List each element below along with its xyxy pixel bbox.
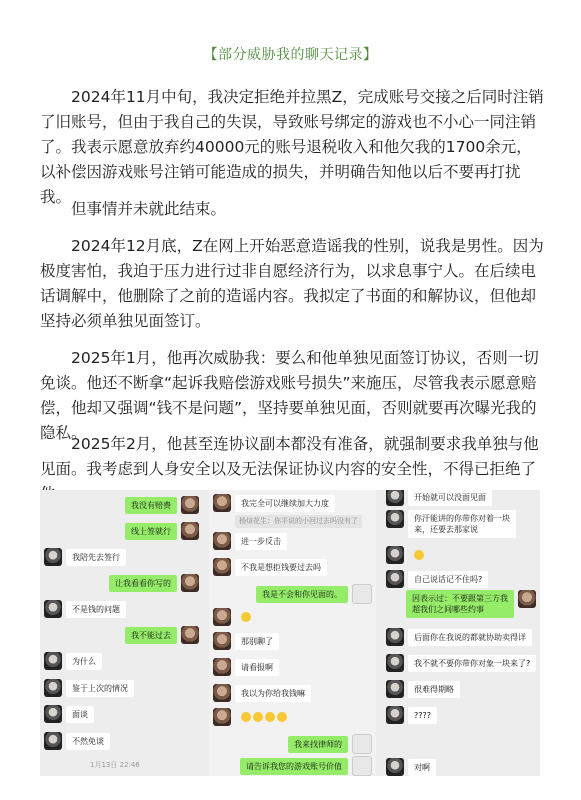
- avatar: [44, 679, 62, 697]
- message-text: 线上签就行: [125, 523, 177, 540]
- message-text: 我是不会和你见面的。: [256, 586, 348, 603]
- chat-message: [213, 632, 279, 650]
- paragraph-5: 2025年2月，他甚至连协议副本都没有准备，就强制要求我单独与他见面。我考虑到人身安全以及无法保证协议内容的安全性，不得已拒绝了: [40, 435, 539, 478]
- avatar: [518, 590, 536, 608]
- avatar: [44, 548, 62, 566]
- message-text: 不是钱的问题: [66, 601, 126, 618]
- message-text: 我不能过去: [125, 627, 177, 644]
- message-text: 我完全可以继续加大力度: [235, 495, 335, 512]
- avatar: [44, 705, 62, 723]
- avatar: [213, 658, 231, 676]
- chat-message: [406, 590, 536, 618]
- page-title: 【部分威胁我的聊天记录】: [203, 47, 378, 63]
- message-text: 后面你在我说的都就协助卖得详: [408, 629, 532, 646]
- chat-message: [44, 548, 126, 566]
- message-text: 我来找律师的: [288, 736, 348, 753]
- chat-message: [109, 574, 199, 592]
- message-text: 请告诉我您的游戏账号价值: [240, 758, 348, 775]
- chat-message: [44, 652, 102, 670]
- chat-message: [386, 570, 488, 588]
- paragraph-1: 2024年11月中旬，我决定拒绝并拉黑Z，完成账号交接之后同时注销了旧账号，但由于我自己的失误，导致账号绑定的游戏也不小心一同注销了。我表示愿意放弃约40000元的账号退税收入和他欠我的1700余元，以补偿因游戏账号注销可能造成的损失，并明确告知他以后不要再打扰我。: [40, 88, 544, 206]
- avatar: [352, 756, 372, 776]
- chat-message: [240, 756, 372, 776]
- chat-message: [44, 679, 134, 697]
- message-text: ????: [408, 707, 437, 724]
- chat-message: [386, 654, 536, 672]
- chat-message: [386, 628, 532, 646]
- message-text: 对啊: [408, 759, 436, 776]
- avatar: [213, 558, 231, 576]
- chat-message: [125, 496, 199, 514]
- message-text: 不我是想拒钱要过去吗: [235, 559, 327, 576]
- message-text: 因表示过：不要跟第三方我超我们之间哪些约事: [406, 590, 514, 618]
- smile-emoji-icon: [265, 712, 275, 722]
- smile-emoji-icon: [414, 550, 424, 560]
- avatar: [181, 522, 199, 540]
- avatar: [181, 574, 199, 592]
- chat-screenshot-2: [209, 490, 376, 776]
- avatar: [44, 652, 62, 670]
- chat-message: [44, 705, 94, 723]
- avatar: [386, 570, 404, 588]
- message-text: 我不就不要你带你对象一块来了?: [408, 655, 536, 672]
- chat-message: [213, 608, 259, 626]
- emoji-bubble: [408, 547, 432, 564]
- chat-message: [386, 510, 516, 538]
- message-text: 让我看看你写的: [109, 575, 177, 592]
- message-text: 那别聊了: [235, 633, 279, 650]
- message-text: 开始就可以没面见面: [408, 490, 492, 506]
- smile-emoji-icon: [277, 712, 287, 722]
- avatar: [386, 546, 404, 564]
- avatar: [386, 510, 404, 528]
- chat-screenshots: [40, 490, 540, 776]
- avatar: [181, 626, 199, 644]
- chat-screenshot-3: [382, 490, 540, 776]
- chat-message: [125, 522, 199, 540]
- chat-message: [213, 708, 295, 726]
- chat-message: [386, 680, 460, 698]
- message-text: 面谈: [66, 706, 94, 723]
- avatar: [213, 494, 231, 512]
- chat-message: [386, 758, 436, 776]
- message-text: 自己说话记不住吗?: [408, 571, 488, 588]
- chat-message: [386, 706, 437, 724]
- chat-message: [213, 658, 279, 676]
- avatar: [44, 732, 62, 750]
- quoted-message: 杨煊花生：你平说的小回过去吗没有了: [235, 515, 362, 528]
- emoji-bubble: [235, 709, 295, 726]
- avatar: [386, 628, 404, 646]
- message-text: 鉴于上次的情况: [66, 680, 134, 697]
- chat-message: [213, 558, 327, 576]
- avatar: [386, 680, 404, 698]
- avatar: [352, 584, 372, 604]
- chat-message: [125, 626, 199, 644]
- message-text: 请看报啊: [235, 659, 279, 676]
- chat-message: [213, 532, 287, 550]
- avatar: [213, 608, 231, 626]
- chat-message: [213, 494, 335, 512]
- chat-message: [213, 684, 311, 702]
- message-text: 为什么: [66, 653, 102, 670]
- avatar: [213, 532, 231, 550]
- message-text: 你汗能讲的你带你对着一块来，还要去那家说: [408, 510, 516, 538]
- chat-message: [288, 734, 372, 754]
- smile-emoji-icon: [253, 712, 263, 722]
- chat-message: [386, 490, 492, 506]
- avatar: [213, 708, 231, 726]
- message-text: 不然免谈: [66, 733, 110, 750]
- chat-message: [44, 600, 126, 618]
- avatar: [386, 490, 404, 506]
- avatar: [386, 706, 404, 724]
- chat-message: [44, 732, 110, 750]
- avatar: [44, 600, 62, 618]
- smile-emoji-icon: [241, 712, 251, 722]
- smile-emoji-icon: [241, 612, 251, 622]
- message-text: 我没有赔费: [125, 497, 177, 514]
- chat-message: [386, 546, 432, 564]
- message-text: 很难得期略: [408, 681, 460, 698]
- paragraph-3: 2024年12月底，Z在网上开始恶意造谣我的性别，说我是男性。因为极度害怕，我迫于压力进行过非自愿经济行为，以求息事宁人。在后续电话调解中，他删除了之前的造谣内容。我拟定了书面的和解协议，但他却坚持必须单独见面签订。: [40, 237, 544, 330]
- avatar: [352, 734, 372, 754]
- avatar: [213, 684, 231, 702]
- message-text: 我以为你给我钱嘛: [235, 685, 311, 702]
- avatar: [386, 758, 404, 776]
- avatar: [181, 496, 199, 514]
- paragraph-4: 2025年1月，他再次威胁我：要么和他单独见面签订协议，否则一切免谈。他还不断拿“起诉我赔偿游戏账号损失”来施压，尽管我表示愿意赔偿，他却又强调“钱不是问题”，坚持要单独见面，否则就要再次曝光我的隐私。: [40, 349, 539, 442]
- message-text: 我陪先去签行: [66, 549, 126, 566]
- timestamp: 1月13日 22:46: [90, 761, 140, 769]
- avatar: [213, 632, 231, 650]
- chat-message: [256, 584, 372, 604]
- paragraph-2: 但事情并未就此结束。: [71, 200, 227, 218]
- emoji-bubble: [235, 609, 259, 626]
- chat-screenshot-1: [40, 490, 203, 776]
- avatar: [386, 654, 404, 672]
- message-text: 进一步反击: [235, 533, 287, 550]
